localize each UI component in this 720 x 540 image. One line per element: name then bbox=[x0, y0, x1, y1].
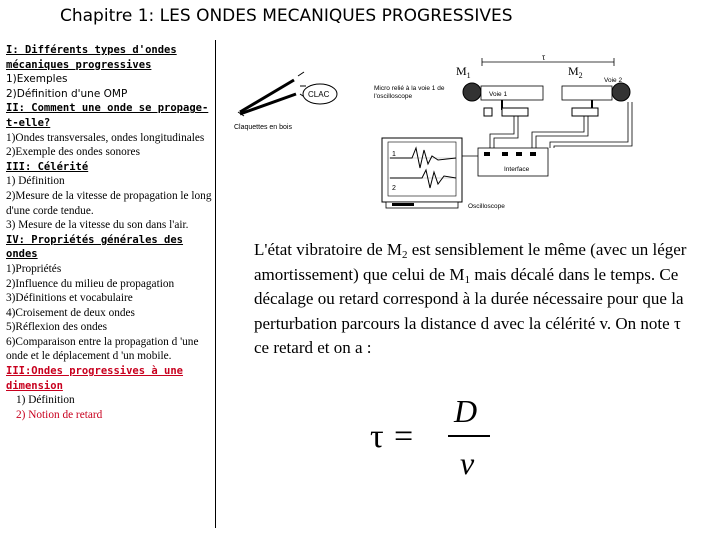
microphone-m2 bbox=[562, 83, 630, 116]
oscilloscope-icon bbox=[382, 138, 462, 208]
outline-item-iv-2[interactable]: 2)Influence du milieu de propagation bbox=[6, 277, 175, 290]
microphone-m1 bbox=[463, 83, 543, 116]
outline-item-iii-2[interactable]: 2)Mesure de la vitesse de propagation le long d'une corde tendue. bbox=[6, 189, 212, 217]
formula-denominator: v bbox=[460, 445, 475, 481]
formula-numerator: D bbox=[454, 393, 478, 429]
formula-lhs: τ bbox=[370, 418, 384, 455]
outline-item-iv[interactable]: IV: Propriétés générales des ondes bbox=[6, 233, 184, 261]
outline-item-iii[interactable]: III: Célérité bbox=[6, 160, 89, 173]
outline-item-i-1[interactable]: 1)Exemples bbox=[6, 73, 68, 86]
tau-symbol: τ bbox=[673, 313, 681, 333]
outline-item-ii-1[interactable]: 1)Ondes transversales, ondes longitudinales bbox=[6, 131, 205, 144]
chopsticks-label: Claquettes en bois bbox=[234, 124, 292, 131]
outline-item-iii-ondes[interactable]: III:Ondes progressives à une dimension bbox=[6, 365, 184, 392]
tau-distance-label: τ bbox=[542, 53, 546, 62]
outline-item-iv-3[interactable]: 3)Définitions et vocabulaire bbox=[6, 292, 133, 305]
outline-item-ii[interactable]: II: Comment une onde se propage-t-elle? bbox=[6, 102, 209, 129]
outline-item-iii-ondes-1[interactable]: 1) Définition bbox=[16, 394, 75, 407]
outline-item-iii-3[interactable]: 3) Mesure de la vitesse du son dans l'air. bbox=[6, 219, 189, 232]
interface-label: Interface bbox=[504, 166, 530, 173]
trace1-label: 1 bbox=[392, 151, 396, 158]
voie1-label: Voie 1 bbox=[489, 91, 508, 98]
page-title: Chapitre 1: LES ONDES MECANIQUES PROGRESSIVES bbox=[60, 6, 513, 26]
outline-item-iv-4[interactable]: 4)Croisement de deux ondes bbox=[6, 306, 135, 319]
formula-equals: = bbox=[394, 418, 414, 455]
clap-label: CLAC bbox=[308, 90, 330, 99]
experiment-diagram bbox=[232, 52, 634, 214]
oscilloscope-label: Oscilloscope bbox=[468, 203, 505, 210]
micro-label-line1: Micro relié à la voie 1 de bbox=[374, 85, 445, 92]
outline-item-iv-5[interactable]: 5)Réflexion des ondes bbox=[6, 321, 108, 334]
outline-item-i[interactable]: I: Différents types d'ondes mécaniques progressives bbox=[6, 44, 177, 71]
outline-item-ii-2[interactable]: 2)Exemple des ondes sonores bbox=[6, 146, 140, 159]
vertical-divider bbox=[215, 40, 216, 528]
explanation-paragraph: L'état vibratoire de $M_2$ est sensiblement le même (avec un léger amortissement) que celui de $M_1$ mais décalé dans le temps. Ce décalage ou retard correspond à la durée nécessaire pour que la perturbation parcours la distance d avec la célérité v. On note τ ce retard et on a : bbox=[254, 240, 687, 357]
outline-item-iii-ondes-2[interactable]: 2) Notion de retard bbox=[16, 408, 103, 421]
trace2-label: 2 bbox=[392, 185, 396, 192]
retard-formula bbox=[368, 392, 498, 482]
m1-label: $M_1$ bbox=[456, 64, 471, 80]
m2-label: $M_2$ bbox=[568, 64, 583, 80]
voie2-label: Voie 2 bbox=[604, 77, 623, 84]
outline-item-iv-6[interactable]: 6)Comparaison entre la propagation d 'une onde et le déplacement d 'un mobile. bbox=[6, 335, 199, 363]
outline-item-i-2[interactable]: 2)Définition d'une OMP bbox=[6, 87, 128, 100]
micro-label-line2: l'oscilloscope bbox=[374, 93, 413, 100]
outline-sidebar bbox=[6, 43, 212, 422]
outline-item-iv-1[interactable]: 1)Propriétés bbox=[6, 262, 62, 275]
outline-item-iii-1[interactable]: 1) Définition bbox=[6, 175, 65, 188]
